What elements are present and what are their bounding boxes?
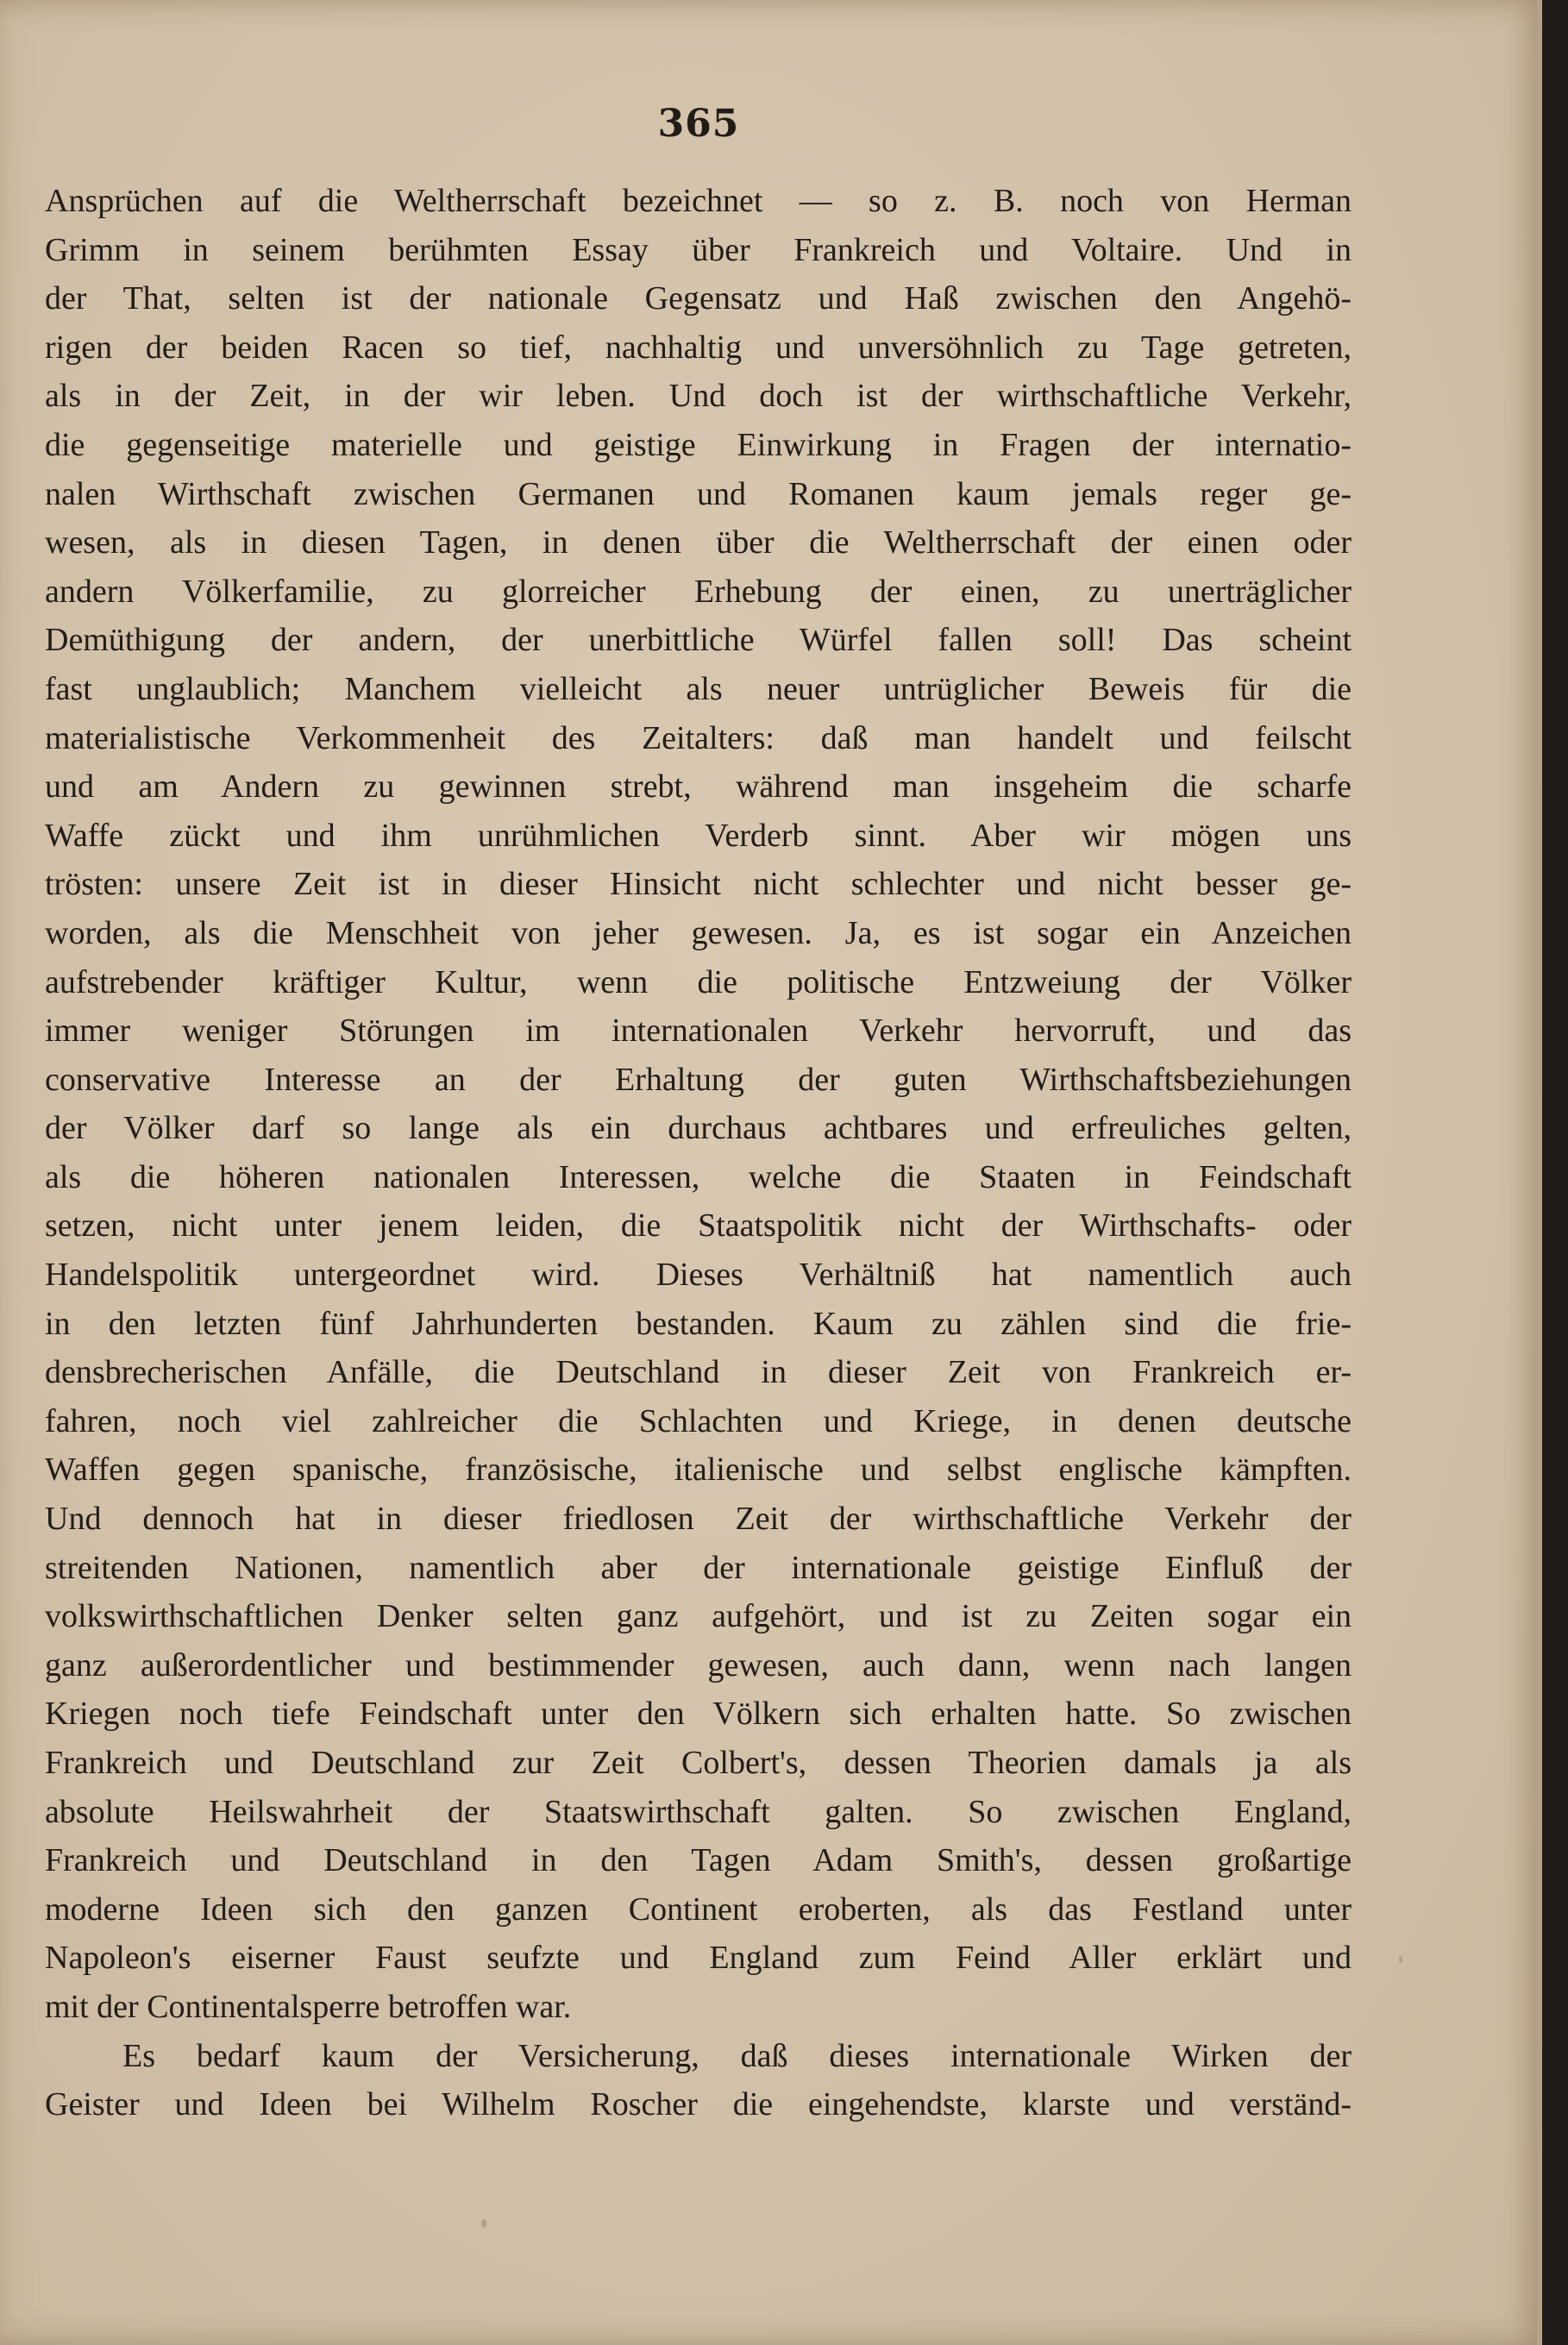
text-line: Frankreich und Deutschland in den Tagen Adam Smith's, dessen großartige [45,1842,1352,1879]
text-line: Napoleon's eiserner Faust seufzte und England zum Feind Aller erklärt und [45,1940,1352,1977]
text-line: volkswirthschaftlichen Denker selten ganz aufgehört, und ist zu Zeiten sogar ein [45,1598,1352,1635]
page-number: 365 [657,102,740,146]
text-line: Es bedarf kaum der Versicherung, daß dieses internationale Wirken der [122,2037,1352,2074]
text-line: conservative Interesse an der Erhaltung der guten Wirthschaftsbeziehungen [45,1061,1352,1098]
text-line: in den letzten fünf Jahrhunderten bestanden. Kaum zu zählen sind die frie- [45,1305,1352,1342]
text-line: Handelspolitik untergeordnet wird. Dieses Verhältniß hat namentlich auch [45,1257,1352,1294]
text-line: Ansprüchen auf die Weltherrschaft bezeichnet — so z. B. noch von Herman [45,183,1352,219]
text-line: rigen der beiden Racen so tief, nachhaltig und unversöhnlich zu Tage getreten, [45,329,1352,366]
text-line: worden, als die Menschheit von jeher gewesen. Ja, es ist sogar ein Anzeichen [45,914,1352,951]
text-line: Waffen gegen spanische, französische, italienische und selbst englische kämpften. [45,1452,1352,1489]
text-line: Kriegen noch tiefe Feindschaft unter den Völkern sich erhalten hatte. So zwischen [45,1696,1352,1733]
text-line: und am Andern zu gewinnen strebt, während man insgeheim die scharfe [45,768,1352,806]
text-line: wesen, als in diesen Tagen, in denen über die Weltherrschaft der einen oder [45,524,1352,561]
text-line: ganz außerordentlicher und bestimmender gewesen, auch dann, wenn nach langen [45,1646,1352,1684]
text-line: der Völker darf so lange als ein durchaus achtbares und erfreuliches gelten, [45,1110,1352,1147]
text-line: setzen, nicht unter jenem leiden, die Staatspolitik nicht der Wirthschafts- oder [45,1207,1352,1245]
text-line: absolute Heilswahrheit der Staatswirthschaft galten. So zwischen England, [45,1793,1352,1830]
text-line: Demüthigung der andern, der unerbittliche Würfel fallen soll! Das scheint [45,622,1352,659]
page-edge [1537,0,1542,2345]
text-line: fahren, noch viel zahlreicher die Schlachten und Kriege, in denen deutsche [45,1402,1352,1439]
text-line: Grimm in seinem berühmten Essay über Frankreich und Voltaire. Und in [45,231,1352,268]
text-line: mit der Continentalsperre betroffen war. [45,1988,572,2025]
paper-speck [481,2219,486,2228]
text-line: Geister und Ideen bei Wilhelm Roscher die eingehendste, klarste und verständ- [45,2086,1352,2123]
body-text [45,177,1352,2129]
text-line: als die höheren nationalen Interessen, welche die Staaten in Feindschaft [45,1158,1352,1195]
text-line: densbrecherischen Anfälle, die Deutschland in dieser Zeit von Frankreich er- [45,1354,1352,1391]
text-line: Und dennoch hat in dieser friedlosen Zeit der wirthschaftliche Verkehr der [45,1501,1352,1538]
text-line: streitenden Nationen, namentlich aber der internationale geistige Einfluß der [45,1549,1352,1586]
text-line: die gegenseitige materielle und geistige Einwirkung in Fragen der internatio- [45,426,1352,463]
text-line: trösten: unsere Zeit ist in dieser Hinsicht nicht schlechter und nicht besser ge- [45,866,1352,903]
text-line: Frankreich und Deutschland zur Zeit Colbert's, dessen Theorien damals ja als [45,1745,1352,1781]
text-line: nalen Wirthschaft zwischen Germanen und Romanen kaum jemals reger ge- [45,475,1352,512]
text-line: moderne Ideen sich den ganzen Continent eroberten, als das Festland unter [45,1890,1352,1928]
text-line: der That, selten ist der nationale Gegensatz und Haß zwischen den Angehö- [45,280,1352,317]
text-line: andern Völkerfamilie, zu glorreicher Erhebung der einen, zu unerträglicher [45,573,1352,610]
text-line: Waffe zückt und ihm unrühmlichen Verderb sinnt. Aber wir mögen uns [45,817,1352,854]
text-line: immer weniger Störungen im internationalen Verkehr hervorruft, und das [45,1013,1352,1050]
text-line: als in der Zeit, in der wir leben. Und doch ist der wirthschaftliche Verkehr, [45,378,1352,415]
text-line: aufstrebender kräftiger Kultur, wenn die politische Entzweiung der Völker [45,963,1352,1000]
text-line: materialistische Verkommenheit des Zeitalters: daß man handelt und feilscht [45,719,1352,756]
paper-speck [1399,1956,1402,1963]
text-line: fast unglaublich; Manchem vielleicht als neuer untrüglicher Beweis für die [45,670,1352,707]
